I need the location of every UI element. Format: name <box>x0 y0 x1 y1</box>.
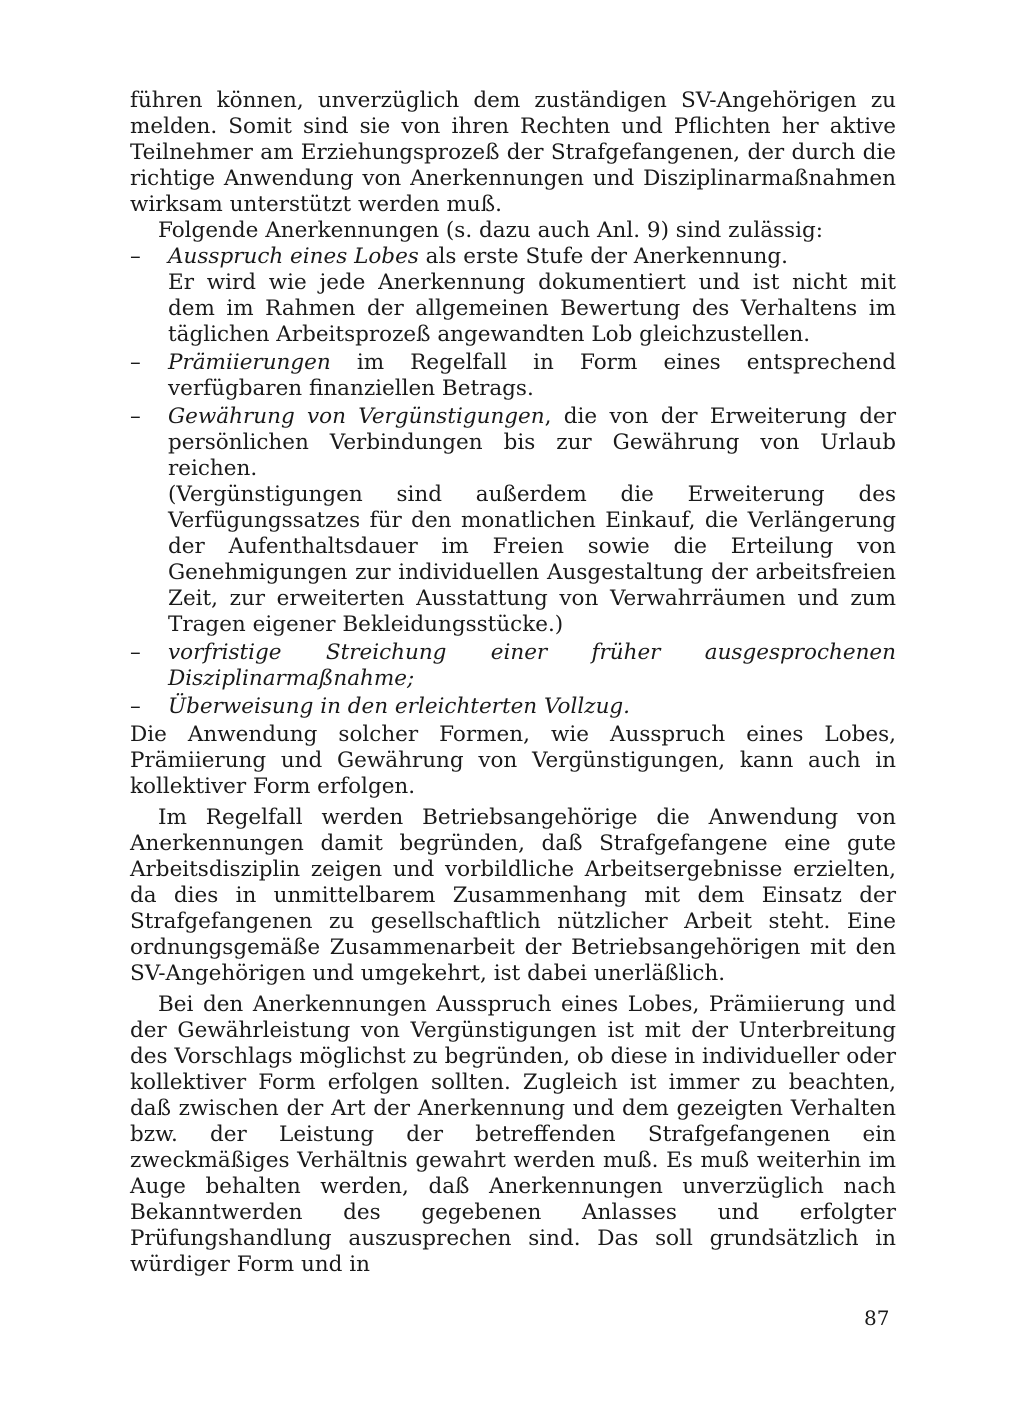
list-dash: – <box>130 244 141 269</box>
paragraph-continuation: führen können, unverzüglich dem zuständigen SV-Angehörigen zu melden. Somit sind sie von ihren Rechten und Pflichten her aktive Teilnehmer am Erziehungsprozeß der Strafgefangenen, der durch die richtige Anwendung von Anerkennungen und Disziplinarmaßnahmen wirksam unterstützt werden muß. <box>130 88 896 217</box>
list-item <box>130 244 896 348</box>
paragraph-list-intro: Folgende Anerkennungen (s. dazu auch Anl. 9) sind zulässig: <box>158 218 823 243</box>
list-item-text: im Regelfall in Form eines entsprechend verfügbaren finanziellen Betrags. <box>168 350 896 401</box>
list-dash: – <box>130 404 141 429</box>
list-item-term: Überweisung in den erleichterten Vollzug. <box>168 694 631 719</box>
list-dash: – <box>130 350 141 375</box>
recognition-list <box>130 244 896 720</box>
page-number: 87 <box>864 1306 890 1330</box>
paragraph-employees: Im Regelfall werden Betriebsangehörige die Anwendung von Anerkennungen damit begründen, daß Strafgefangene eine gute Arbeitsdisziplin zeigen und vorbildliche Arbeitsergebnisse erzielten, da dies in unmittelbarem Zusammenhang mit dem Einsatz der Strafgefangenen zu gesellschaftlich nützlicher Arbeit steht. Eine ordnungsgemäße Zusammenarbeit der Betriebsangehörigen mit den SV-Angehörigen und umgekehrt, ist dabei unerläßlich. <box>130 805 896 986</box>
list-item <box>130 640 896 692</box>
list-item-text: , die von der Erweiterung der persönlichen Verbindungen bis zur Gewährung von Urlaub reichen. <box>168 404 896 481</box>
list-dash: – <box>130 640 141 665</box>
list-item-term: vorfristige Streichung einer früher ausgesprochenen Disziplinarmaßnahme; <box>168 640 896 691</box>
list-item-note: Er wird wie jede Anerkennung dokumentiert und ist nicht mit dem im Rahmen der allgemeinen Bewertung des Verhaltens im täglichen Arbeitsprozeß angewandten Lob gleichzustellen. <box>168 270 896 347</box>
paragraph-proposal: Bei den Anerkennungen Ausspruch eines Lobes, Prämiierung und der Gewährleistung von Vergünstigungen ist mit der Unterbreitung des Vorschlags möglichst zu begründen, ob diese in individueller oder kollektiver Form erfolgen sollten. Zugleich ist immer zu beachten, daß zwischen der Art der Anerkennung und dem gezeigten Verhalten bzw. der Leistung der betreffenden Strafgefangenen ein zweckmäßiges Verhältnis gewahrt werden muß. Es muß weiterhin im Auge behalten werden, daß Anerkennungen unverzüglich nach Bekanntwerden des gegebenen Anlasses und erfolgter Prüfungshandlung auszusprechen sind. Das soll grundsätzlich in würdiger Form und in <box>130 992 896 1277</box>
list-item-term: Ausspruch eines Lobes <box>168 244 419 269</box>
page-body <box>130 88 896 1283</box>
list-dash: – <box>130 694 141 719</box>
list-item-term: Gewährung von Vergünstigungen <box>168 404 545 429</box>
list-item <box>130 404 896 638</box>
list-item <box>130 694 896 720</box>
list-item-note: (Vergünstigungen sind außerdem die Erweiterung des Verfügungssatzes für den monatlichen Einkauf, die Verlängerung der Aufenthaltsdauer im Freien sowie die Erteilung von Genehmigungen zur individuellen Ausgestaltung der arbeitsfreien Zeit, zur erweiterten Ausstattung von Verwahrräumen und zum Tragen eigener Bekleidungsstücke.) <box>168 482 896 637</box>
list-item-text: als erste Stufe der Anerkennung. <box>418 244 788 269</box>
paragraph-collective-form: Die Anwendung solcher Formen, wie Ausspruch eines Lobes, Prämiierung und Gewährung von Vergünstigungen, kann auch in kollektiver Form erfolgen. <box>130 722 896 799</box>
list-item-term: Prämiierungen <box>168 350 331 375</box>
list-item <box>130 350 896 402</box>
